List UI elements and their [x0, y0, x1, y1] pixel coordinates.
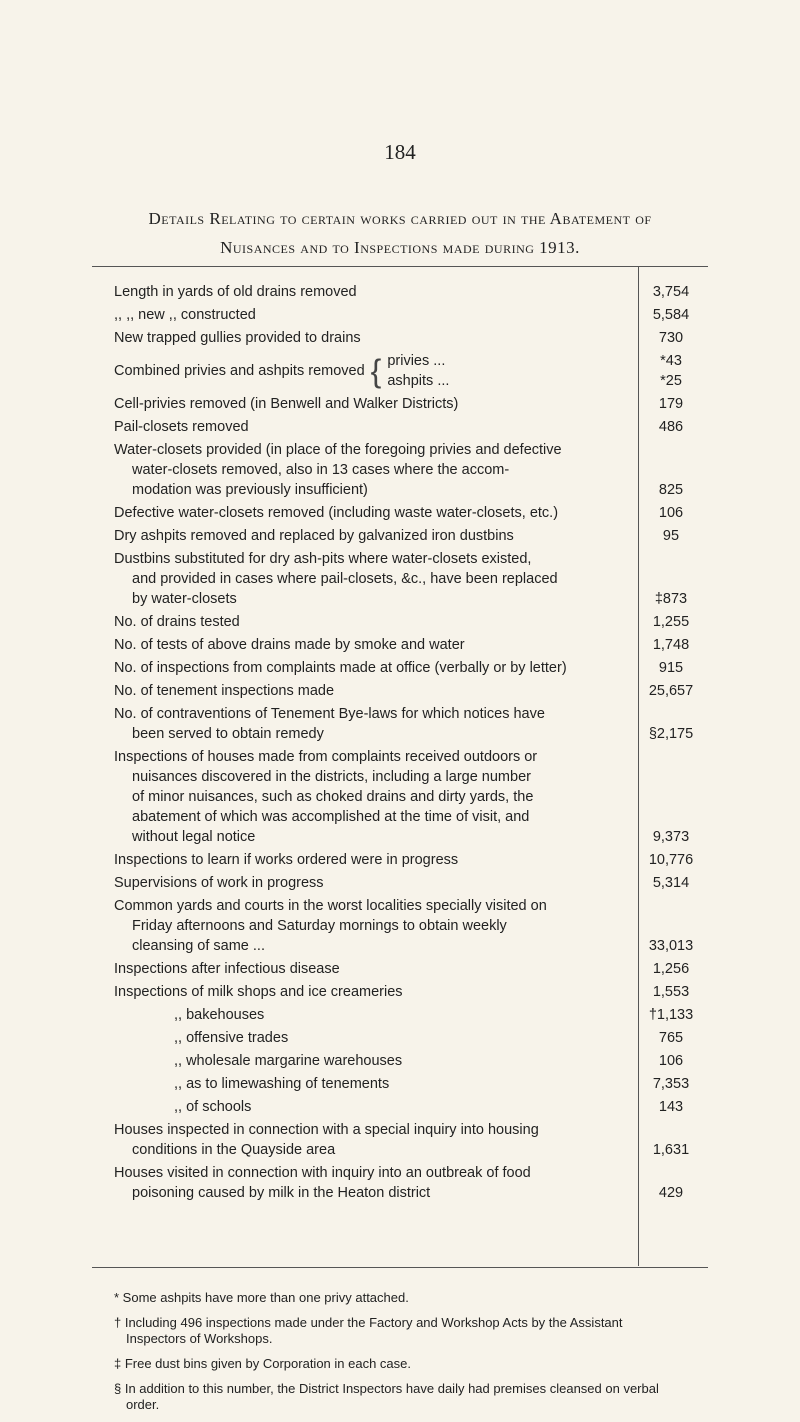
- row-value: 429: [658, 1185, 684, 1201]
- table-row: [114, 394, 708, 414]
- row-label-text: No. of inspections from complaints made at office (verbally or by letter): [114, 660, 567, 676]
- row-value: 825: [658, 482, 684, 498]
- row-value: 486: [658, 419, 684, 435]
- row-value: 5,314: [652, 875, 690, 891]
- table-row: [114, 417, 708, 437]
- row-label-continuation: poisoning caused by milk in the Heaton district: [132, 1185, 431, 1201]
- footnote: [114, 1315, 724, 1347]
- statistics-table: [114, 282, 708, 1206]
- table-row: [114, 873, 708, 893]
- combined-values: [634, 351, 708, 391]
- table-row-label: [114, 351, 634, 391]
- table-row-label: [114, 704, 634, 744]
- row-label-text: No. of tests of above drains made by smoke and water: [114, 637, 465, 653]
- table-row-label: [114, 635, 634, 655]
- row-label-continuation: conditions in the Quayside area: [132, 1142, 336, 1158]
- table-row: [114, 850, 708, 870]
- table-row: [114, 282, 708, 302]
- table-row-label: [114, 873, 634, 893]
- table-row-label: [114, 503, 634, 523]
- table-row: [114, 1028, 708, 1048]
- table-row-label: [114, 959, 634, 979]
- table-row: [114, 1074, 708, 1094]
- row-label-text: ,, as to limewashing of tenements: [174, 1076, 390, 1092]
- row-value: 25,657: [648, 683, 694, 699]
- table-row-label: [114, 1120, 634, 1160]
- row-value: 95: [662, 528, 680, 544]
- heading-line-1: Details Relating to certain works carried out in the Abatement of: [148, 209, 652, 228]
- row-label-text: No. of contraventions of Tenement Bye-laws for which notices have: [114, 706, 545, 722]
- table-row: [114, 440, 708, 500]
- footnote-continuation: order.: [126, 1397, 160, 1412]
- row-label-continuation: and provided in cases where pail-closets, &c., have been replaced: [132, 571, 558, 587]
- row-label-text: Dry ashpits removed and replaced by galvanized iron dustbins: [114, 528, 514, 544]
- table-row: [114, 1120, 708, 1160]
- footnote-text: † Including 496 inspections made under the Factory and Workshop Acts by the Assistant: [114, 1315, 623, 1330]
- row-label-text: Inspections after infectious disease: [114, 961, 340, 977]
- table-row: [114, 305, 708, 325]
- row-label-continuation: Friday afternoons and Saturday mornings to obtain weekly: [132, 918, 507, 934]
- table-row-label: [114, 1163, 634, 1203]
- table-row: [114, 658, 708, 678]
- table-row-label: [114, 1097, 634, 1117]
- table-row: [114, 503, 708, 523]
- table-row-label: [114, 282, 634, 302]
- table-row-label: [114, 658, 634, 678]
- table-row-label: [114, 440, 634, 500]
- table-row-label: [114, 1028, 634, 1048]
- table-row-label: [114, 417, 634, 437]
- table-row-label: [114, 982, 634, 1002]
- row-label-continuation: of minor nuisances, such as choked drains and dirty yards, the: [132, 789, 534, 805]
- row-label-text: Inspections to learn if works ordered were in progress: [114, 852, 459, 868]
- row-label-text: Inspections of houses made from complaints received outdoors or: [114, 749, 538, 765]
- row-value: 765: [658, 1030, 684, 1046]
- row-label-text: ,, wholesale margarine warehouses: [174, 1053, 403, 1069]
- table-row: [114, 1163, 708, 1203]
- table-row: [114, 982, 708, 1002]
- table-row-label: [114, 612, 634, 632]
- ashpits-label: ashpits ...: [387, 373, 450, 389]
- row-label-text: Cell-privies removed (in Benwell and Walker Districts): [114, 396, 459, 412]
- row-value: 1,748: [652, 637, 690, 653]
- row-value: 10,776: [648, 852, 694, 868]
- footnote: [114, 1356, 724, 1372]
- table-row: [114, 681, 708, 701]
- row-value: 143: [658, 1099, 684, 1115]
- row-label-text: No. of tenement inspections made: [114, 683, 335, 699]
- row-label-text: Common yards and courts in the worst localities specially visited on: [114, 898, 547, 914]
- row-label-text: Supervisions of work in progress: [114, 875, 324, 891]
- table-row: [114, 704, 708, 744]
- row-label-text: No. of drains tested: [114, 614, 240, 630]
- ashpits-value: *25: [660, 373, 682, 389]
- row-label-text: New trapped gullies provided to drains: [114, 330, 361, 346]
- table-row-label: [114, 1005, 634, 1025]
- row-label-text: Water-closets provided (in place of the foregoing privies and defective: [114, 442, 562, 458]
- table-row-label: [114, 394, 634, 414]
- table-row-label: [114, 747, 634, 847]
- row-value: §2,175: [648, 726, 694, 742]
- table-row: [114, 526, 708, 546]
- page-number: 184: [384, 140, 416, 164]
- row-label-continuation: modation was previously insufficient): [132, 482, 368, 498]
- table-row: [114, 549, 708, 609]
- combined-label: Combined privies and ashpits removed: [114, 363, 365, 379]
- row-label-text: Defective water-closets removed (including waste water-closets, etc.): [114, 505, 559, 521]
- row-value: 3,754: [652, 284, 690, 300]
- row-value: 5,584: [652, 307, 690, 323]
- table-row-label: [114, 896, 634, 956]
- footnote: [114, 1290, 724, 1306]
- table-row: [114, 1051, 708, 1071]
- table-row-label: [114, 1051, 634, 1071]
- table-row-label: [114, 526, 634, 546]
- table-row-label: [114, 850, 634, 870]
- row-label-continuation: water-closets removed, also in 13 cases where the accom-: [132, 462, 510, 478]
- footnote-text: * Some ashpits have more than one privy attached.: [114, 1290, 409, 1305]
- combined-sub-items: [387, 351, 449, 391]
- footnote: [114, 1381, 724, 1413]
- row-label-text: ,, ,, new ,, constructed: [114, 307, 256, 323]
- row-label-continuation: cleansing of same ...: [132, 938, 265, 954]
- privies-value: *43: [660, 353, 682, 369]
- table-row-label: [114, 305, 634, 325]
- row-label-text: Dustbins substituted for dry ash-pits where water-closets existed,: [114, 551, 532, 567]
- row-value: 106: [658, 505, 684, 521]
- row-label-text: Inspections of milk shops and ice creameries: [114, 984, 403, 1000]
- footnote-text: ‡ Free dust bins given by Corporation in each case.: [114, 1356, 412, 1371]
- table-row: [114, 959, 708, 979]
- row-label-continuation: abatement of which was accomplished at the time of visit, and: [132, 809, 530, 825]
- row-value: 1,553: [652, 984, 690, 1000]
- privies-label: privies ...: [387, 353, 446, 369]
- table-row-combined: [114, 351, 708, 391]
- row-value: 1,631: [652, 1142, 690, 1158]
- row-value: 106: [658, 1053, 684, 1069]
- table-row: [114, 612, 708, 632]
- row-value: 7,353: [652, 1076, 690, 1092]
- row-value: 1,255: [652, 614, 690, 630]
- table-row-label: [114, 681, 634, 701]
- table-row-label: [114, 328, 634, 348]
- table-row-label: [114, 1074, 634, 1094]
- page-heading: [40, 204, 760, 262]
- row-value: 9,373: [652, 829, 690, 845]
- row-value: ‡873: [654, 591, 688, 607]
- row-label-text: ,, offensive trades: [174, 1030, 289, 1046]
- row-value: 730: [658, 330, 684, 346]
- row-label-continuation: by water-closets: [132, 591, 237, 607]
- row-label-text: ,, of schools: [174, 1099, 252, 1115]
- row-label-text: ,, bakehouses: [174, 1007, 265, 1023]
- heading-line-2: Nuisances and to Inspections made during 1913.: [220, 238, 580, 257]
- row-label-text: Pail-closets removed: [114, 419, 249, 435]
- table-row: [114, 747, 708, 847]
- row-value: 33,013: [648, 938, 694, 954]
- row-label-text: Houses inspected in connection with a special inquiry into housing: [114, 1122, 539, 1138]
- row-label-continuation: been served to obtain remedy: [132, 726, 324, 742]
- brace-symbol: {: [370, 353, 382, 389]
- table-row: [114, 635, 708, 655]
- row-value: 179: [658, 396, 684, 412]
- table-row: [114, 896, 708, 956]
- row-label-text: Length in yards of old drains removed: [114, 284, 357, 300]
- footnote-text: § In addition to this number, the District Inspectors have daily had premises cleansed on verbal: [114, 1381, 659, 1396]
- table-row: [114, 328, 708, 348]
- row-value: †1,133: [648, 1007, 694, 1023]
- row-label-continuation: without legal notice: [132, 829, 256, 845]
- row-label-text: Houses visited in connection with inquiry into an outbreak of food: [114, 1165, 531, 1181]
- table-row: [114, 1097, 708, 1117]
- table-row: [114, 1005, 708, 1025]
- footnote-continuation: Inspectors of Workshops.: [126, 1331, 273, 1346]
- row-value: 915: [658, 660, 684, 676]
- row-value: 1,256: [652, 961, 690, 977]
- table-row-label: [114, 549, 634, 609]
- footnotes: [114, 1290, 724, 1422]
- row-label-continuation: nuisances discovered in the districts, including a large number: [132, 769, 531, 785]
